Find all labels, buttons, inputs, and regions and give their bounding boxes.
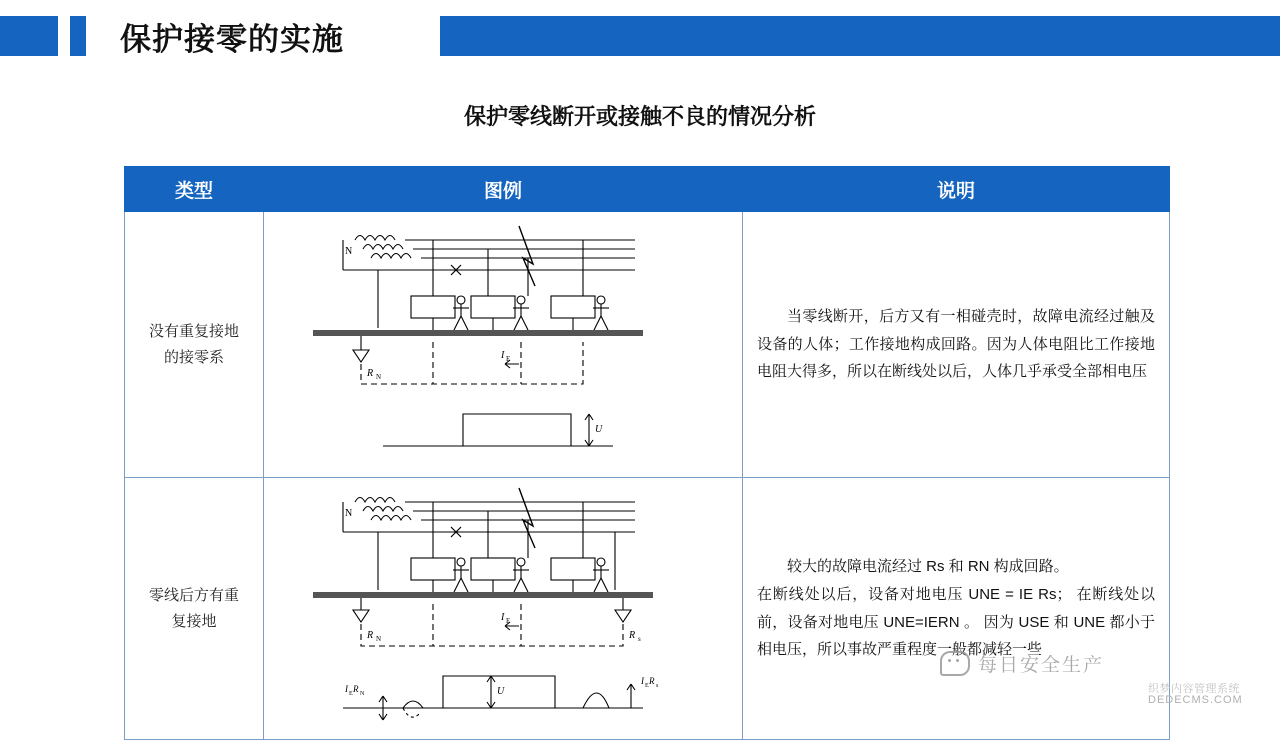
- label-Rs: R: [629, 630, 636, 641]
- page-header: [0, 0, 1280, 72]
- row2-type-line1: 零线后方有重: [148, 587, 239, 604]
- label-IERN-sub2: N: [360, 691, 365, 697]
- label-IE-2: I: [501, 612, 505, 623]
- row1-description-cell: [743, 212, 1170, 478]
- section-subtitle: 保护零线断开或接触不良的情况分析: [463, 104, 816, 129]
- circuit-diagram-no-repeat-grounding: [283, 218, 723, 466]
- row2-description-line3: 在断线处以前，设备对地电压 UNE=IERN 。: [757, 585, 1155, 631]
- label-neutral-N-2: N: [345, 508, 353, 519]
- column-header-description: 说明: [743, 167, 1170, 212]
- column-header-figure: 图例: [264, 167, 743, 212]
- wechat-watermark: [940, 650, 1104, 677]
- label-IERN: I: [345, 684, 348, 694]
- label-IERs: I: [641, 676, 644, 686]
- label-IE-sub: E: [506, 355, 511, 363]
- table-header-row: [125, 167, 1170, 212]
- row2-figure-cell: [264, 478, 743, 740]
- header-left-block: [0, 16, 58, 56]
- label-neutral-N: N: [345, 246, 353, 257]
- page-title: 保护接零的实施: [120, 22, 344, 57]
- row1-type-line1: 没有重复接地: [148, 323, 239, 340]
- label-IERN-R: R: [353, 684, 359, 694]
- row1-figure-cell: [264, 212, 743, 478]
- label-Rs-sub: s: [638, 635, 641, 643]
- row2-description-line2: 在断线处以后，设备对地电压 UNE = IE Rs；: [757, 585, 1072, 603]
- row2-type-line2: 复接地: [171, 612, 217, 630]
- site-watermark: 织梦内容管理系统: [1148, 683, 1240, 695]
- header-accent-bar: [70, 16, 86, 56]
- row2-description-line1: 较大的故障电流经过 Rs 和 RN 构成回路。: [787, 558, 1069, 575]
- label-IERs-sub1: E: [645, 683, 649, 689]
- label-RN-sub-2: N: [376, 635, 382, 643]
- label-RN-sub: N: [376, 373, 382, 381]
- row2-description-line4: 因为 USE 和 UNE 都小于相电压，所以事故严重程度一般都减轻一些: [757, 613, 1156, 659]
- domain-watermark: DEDECMS.COM: [1148, 694, 1243, 706]
- row2-description-cell: [743, 478, 1170, 740]
- row1-description-text: 当零线断开，后方又有一相碰壳时，故障电流经过触及设备的人体；工作接地构成回路。因为人体电阻比工作接地电阻大得多，所以在断线处以后，人体几乎承受全部相电压: [757, 307, 1155, 381]
- row1-type-cell: [125, 212, 264, 478]
- label-IERs-R: R: [649, 676, 655, 686]
- label-IE: I: [501, 350, 505, 361]
- label-U-2: U: [497, 686, 505, 697]
- table-row: [125, 478, 1170, 740]
- wechat-watermark-text: 每日安全生产: [978, 655, 1105, 676]
- label-IERs-sub2: s: [656, 683, 659, 689]
- label-IE-sub-2: E: [506, 617, 511, 625]
- row2-type-cell: [125, 478, 264, 740]
- wechat-icon: [940, 651, 970, 676]
- label-RN-2: R: [367, 630, 374, 641]
- header-right-block: [440, 16, 1280, 56]
- label-U: U: [595, 424, 603, 435]
- column-header-type: 类型: [125, 167, 264, 212]
- label-RN: R: [367, 368, 374, 379]
- table-row: [125, 212, 1170, 478]
- row1-type-line2: 的接零系: [163, 348, 224, 366]
- label-IERN-sub1: E: [349, 691, 353, 697]
- circuit-diagram-with-repeat-grounding: [283, 484, 723, 728]
